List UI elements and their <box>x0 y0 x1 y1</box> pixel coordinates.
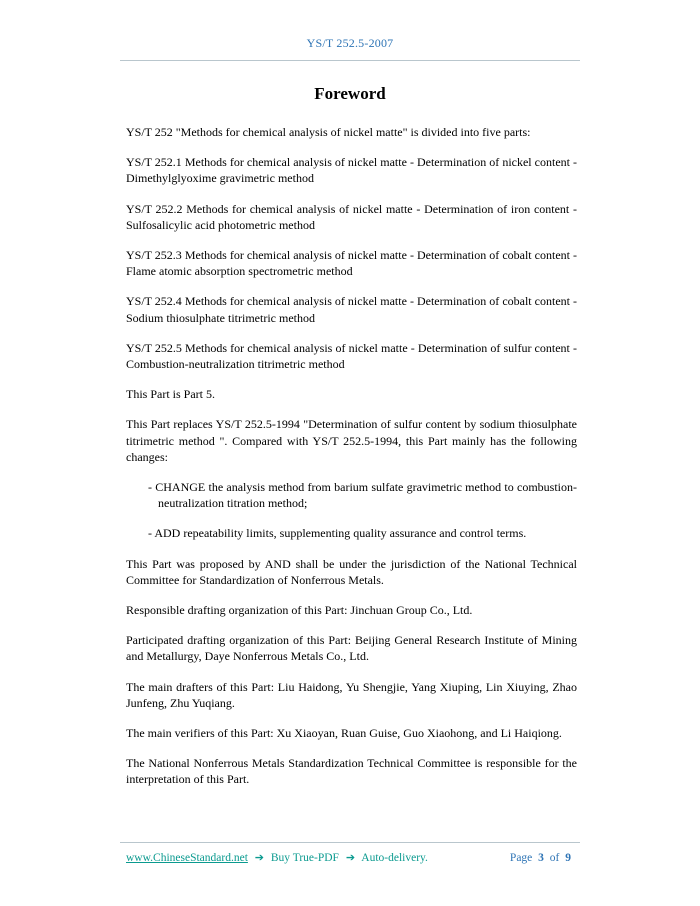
paragraph-division-intro: YS/T 252 "Methods for chemical analysis of nickel matte" is divided into five parts: <box>126 125 531 139</box>
footer-delivery-label: Auto-delivery. <box>361 852 428 864</box>
paragraph-part-1: YS/T 252.1 Methods for chemical analysis of nickel matte - Determination of nickel content - Dimethylglyoxime gravimetric method <box>126 155 577 186</box>
paragraph-part-4: YS/T 252.4 Methods for chemical analysis of nickel matte - Determination of cobalt content - Sodium thiosulphate titrimetric method <box>126 294 577 325</box>
paragraph-interpretation: The National Nonferrous Metals Standardization Technical Committee is responsible for the interpretation of this Part. <box>126 756 577 787</box>
page-label: Page <box>509 852 533 864</box>
footer-buy-label: Buy True-PDF <box>270 852 339 864</box>
website-link[interactable]: www.ChineseStandard.net <box>126 852 248 864</box>
paragraph-verifiers: The main verifiers of this Part: Xu Xiaoyan, Ruan Guise, Guo Xiaohong, and Li Haiqiong. <box>126 726 562 741</box>
page-indicator <box>510 852 574 864</box>
page-total: 9 <box>565 852 571 864</box>
paragraph-responsible-org: Responsible drafting organization of this Part: Jinchuan Group Co., Ltd. <box>126 603 473 618</box>
paragraph-part-2: YS/T 252.2 Methods for chemical analysis of nickel matte - Determination of iron content - Sulfosalicylic acid photometric method <box>126 201 577 232</box>
footer-divider <box>120 842 580 843</box>
paragraph-drafters: The main drafters of this Part: Liu Haidong, Yu Shengjie, Yang Xiuping, Lin Xiuying, Zhao Junfeng, Zhu Yuqiang. <box>126 679 577 710</box>
paragraph-part-5: YS/T 252.5 Methods for chemical analysis of nickel matte - Determination of sulfur content - Combustion-neutralization titrimetric method <box>126 340 577 372</box>
list-item-add: - ADD repeatability limits, supplementing quality assurance and control terms. <box>148 526 527 541</box>
header-divider <box>120 60 580 61</box>
page-header <box>120 36 580 61</box>
of-label: of <box>549 852 560 864</box>
paragraph-participated-org: Participated drafting organization of this Part: Beijing General Research Institute of Mining and Metallurgy, Daye Nonferrous Metals Co., Ltd. <box>126 633 577 664</box>
page-current: 3 <box>538 852 544 864</box>
arrow-icon: ➔ <box>345 852 356 864</box>
paragraph-jurisdiction: This Part was proposed by AND shall be under the jurisdiction of the National Technical Committee for Standardization of Nonferrous Metals. <box>126 556 577 587</box>
paragraph-part-3: YS/T 252.3 Methods for chemical analysis of nickel matte - Determination of cobalt content - Flame atomic absorption spectrometric method <box>126 248 577 279</box>
arrow-icon: ➔ <box>254 852 264 864</box>
footer-promo <box>126 851 428 864</box>
document-body <box>126 124 577 802</box>
page-title: Foreword <box>314 84 386 103</box>
paragraph-replaces: This Part replaces YS/T 252.5-1994 "Determination of sulfur content by sodium thiosulphate titrimetric method ". Compared with YS/T 252.5-1994, this Part mainly has the following changes: <box>126 417 577 464</box>
list-item-change: - CHANGE the analysis method from barium sulfate gravimetric method to combustion-neutralization titration method; <box>148 480 577 511</box>
document-number: YS/T 252.5-2007 <box>306 36 394 50</box>
paragraph-this-part: This Part is Part 5. <box>126 387 215 402</box>
page-footer <box>120 842 580 864</box>
